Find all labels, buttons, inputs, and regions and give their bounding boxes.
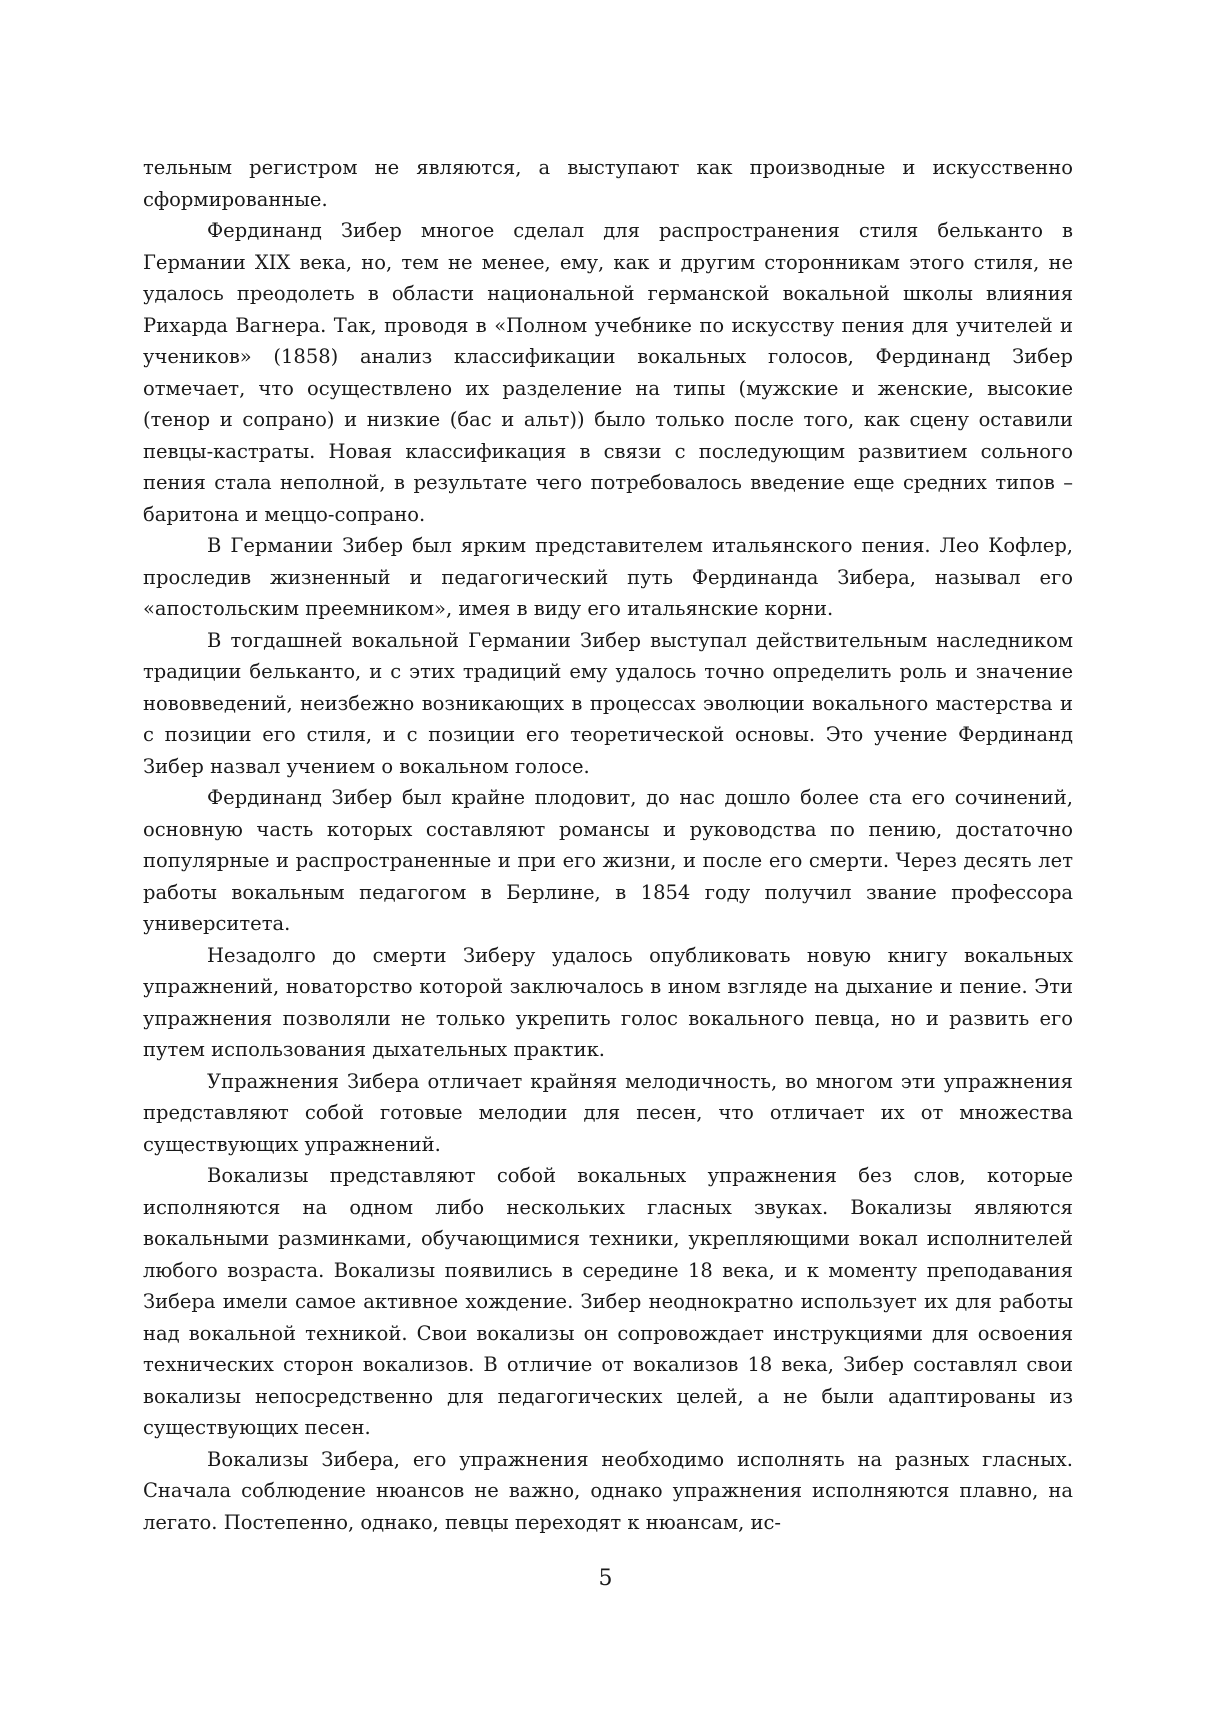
paragraph-belcanto-germany: Фердинанд Зибер многое сделал для распространения стиля бельканто в Германии XIX века, но, тем не менее, ему, как и другим сторонникам этого стиля, не удалось преодолеть в области национальной германской вокальной школы влияния Рихарда Вагнера. Так, проводя в «Полном учебнике по искусству пения для учителей и учеников» (1858) анализ классификации вокальных голосов, Фердинанд Зибер отмечает, что осуществлено их разделение на типы (мужские и женские, высокие (тенор и сопрано) и низкие (бас и альт)) было только после того, как сцену оставили певцы-кастраты. Новая классификация в связи с последующим развитием сольного пения стала неполной, в результате чего потребовалось введение еще средних типов – баритона и меццо-сопрано.	[143, 219, 1073, 526]
paragraph-italian-singing: В Германии Зибер был ярким представителем итальянского пения. Лео Кофлер, проследив жизненный и педагогический путь Фердинанда Зибера, называл его «апостольским преемником», имея в виду его итальянские корни.	[143, 534, 1073, 620]
document-body	[143, 152, 1073, 1538]
paragraph-works: Фердинанд Зибер был крайне плодовит, до нас дошло более ста его сочинений, основную часть которых составляют романсы и руководства по пению, достаточно популярные и распространенные и при его жизни, и после его смерти. Через десять лет работы вокальным педагогом в Берлине, в 1854 году получил звание профессора университета.	[143, 786, 1073, 935]
paragraph-exercises-book: Незадолго до смерти Зиберу удалось опубликовать новую книгу вокальных упражнений, новаторство которой заключалось в ином взгляде на дыхание и пение. Эти упражнения позволяли не только укрепить голос вокального певца, но и развить его путем использования дыхательных практик.	[143, 943, 1073, 1061]
paragraph-vocalises: Вокализы представляют собой вокальных упражнения без слов, которые исполняются на одном либо нескольких гласных звуках. Вокализы являются вокальными разминками, обучающимися техники, укрепляющими вокал исполнителей любого возраста. Вокализы появились в середине 18 века, и к моменту преподавания Зибера имели самое активное хождение. Зибер неоднократно использует их для работы над вокальной техникой. Свои вокализы он сопровождает инструкциями для освоения технических сторон вокализов. В отличие от вокализов 18 века, Зибер составлял свои вокализы непосредственно для педагогических целей, а не были адаптированы из существующих песен.	[143, 1164, 1073, 1439]
paragraph-vocalises-vowels: Вокализы Зибера, его упражнения необходимо исполнять на разных гласных. Сначала соблюдение нюансов не важно, однако упражнения исполняются плавно, на легато. Постепенно, однако, певцы переходят к нюансам, ис-	[143, 1447, 1073, 1534]
paragraph-continuation: тельным регистром не являются, а выступают как производные и искусственно сформированные.	[143, 156, 1073, 211]
page-number: 5	[598, 1566, 613, 1591]
paragraph-melodic-exercises: Упражнения Зибера отличает крайняя мелодичность, во многом эти упражнения представляют собой готовые мелодии для песен, что отличает их от множества существующих упражнений.	[143, 1069, 1073, 1156]
paragraph-belcanto-heir: В тогдашней вокальной Германии Зибер выступал действительным наследником традиции бельканто, и с этих традиций ему удалось точно определить роль и значение нововведений, неизбежно возникающих в процессах эволюции вокального мастерства и с позиции его стиля, и с позиции его теоретической основы. Это учение Фердинанд Зибер назвал учением о вокальном голосе.	[143, 628, 1073, 778]
